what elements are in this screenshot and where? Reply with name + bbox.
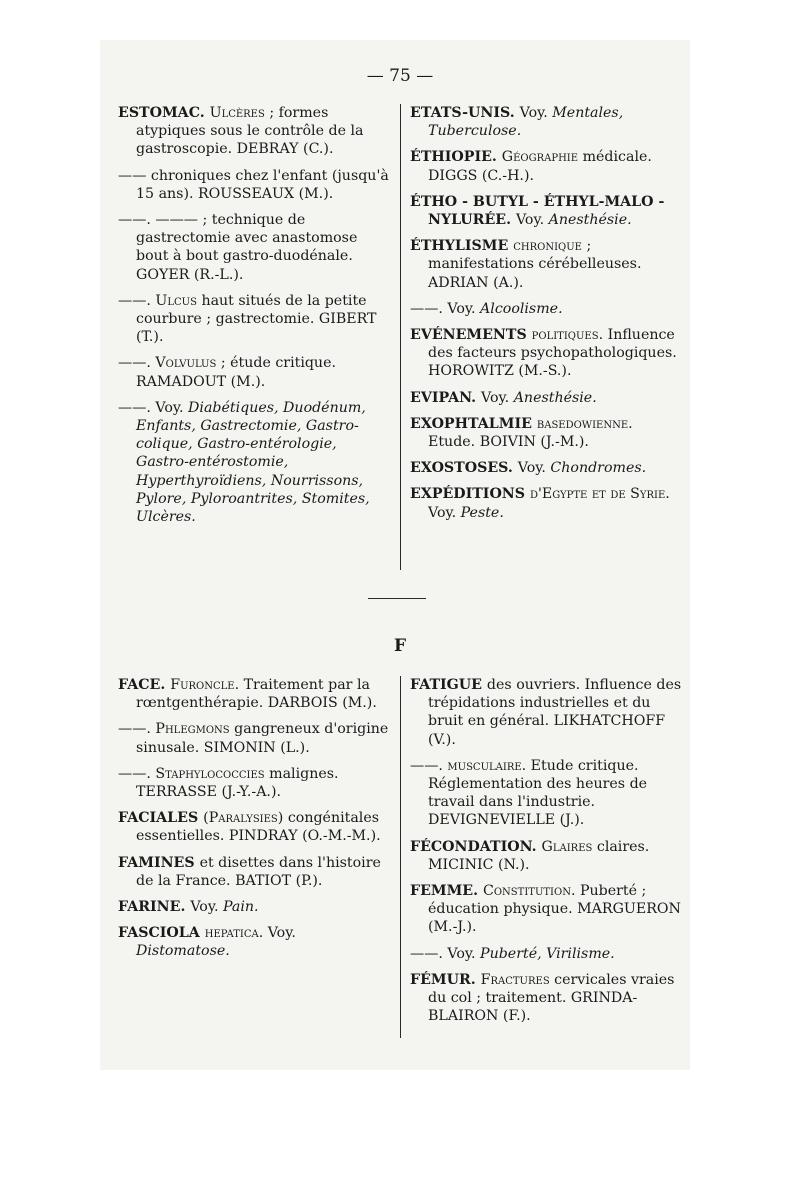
entry-headword: FÉCONDATION. [410, 838, 542, 855]
entry-headword: FACIALES [118, 810, 204, 827]
entry-headword: EVÉNEMENTS [410, 327, 532, 344]
index-entry [410, 838, 682, 874]
index-entry [410, 148, 682, 184]
entry-dash: ——. [410, 945, 448, 962]
index-entry [118, 292, 390, 347]
entry-subheading: Ulcères [209, 105, 265, 121]
entry-subheading: Glaires [541, 838, 593, 855]
entry-subheading: chronique [513, 238, 582, 255]
entry-text: . Voy. [428, 486, 670, 521]
entry-text: médicale. DIGGS (C.-H.). [428, 149, 652, 184]
entry-subheading: Constitution [483, 883, 571, 900]
entry-headword: FASCIOLA [118, 925, 205, 942]
index-entry [410, 389, 682, 407]
entry-dash: ——. [410, 757, 448, 774]
entry-subheading: Phlegmons [155, 721, 230, 738]
index-entry [410, 757, 682, 830]
entry-subheading: Furoncle [170, 677, 235, 693]
index-entry [410, 415, 682, 451]
entry-text: ; formes atypiques sous le contrôle de la gastroscopie. DEBRAY (C.). [136, 105, 364, 158]
entry-subheading: Staphylococcies [155, 765, 265, 782]
page-number: — 75 — [366, 66, 434, 86]
entry-subheading: basedowienne [536, 415, 629, 432]
index-entry [118, 104, 390, 159]
entry-subheading: hepatica [204, 925, 259, 942]
entry-headword: FEMME. [410, 883, 483, 900]
index-entry [410, 945, 682, 963]
index-entry [118, 354, 390, 390]
entry-headword: FACE. [118, 677, 171, 693]
entry-crossref: Anesthésie. [513, 389, 597, 406]
index-entry [118, 399, 390, 526]
entry-subheading: politiques [531, 327, 599, 344]
entry-text: Voy. [517, 460, 551, 477]
index-entry [118, 211, 390, 284]
index-entry [410, 882, 682, 937]
entry-dash: ——. [118, 292, 156, 309]
entry-text: ——— ; technique de gastrectomie avec anastomose bout à bout gastro-duodénale. GOYER (R.-L.). [136, 212, 358, 283]
index-entry [410, 300, 682, 318]
entry-subheading: (Paralysies) [203, 810, 284, 827]
entry-crossref: Anesthésie. [548, 212, 632, 229]
entry-subheading: Volvulus [155, 355, 217, 372]
entry-text: Voy. [481, 389, 514, 406]
entry-headword: FAMINES [118, 854, 200, 871]
entry-subheading: musculaire [447, 757, 522, 774]
index-entry [410, 971, 682, 1026]
entry-text: des ouvriers. Influence des trépidations industrielles et du bruit en général. LIKHATCHOFF (V.). [428, 677, 682, 748]
entry-text: claires. MICINIC (N.). [428, 838, 650, 873]
entry-text: malignes. TERRASSE (J.-Y.-A.). [136, 765, 339, 801]
entry-text: Voy. [447, 300, 481, 317]
entry-headword: FARINE. [118, 899, 191, 916]
entry-text: . Traitement par la rœntgenthérapie. DARBOIS (M.). [136, 677, 377, 712]
entry-text: . Voy. [258, 925, 296, 942]
entry-dash: ——. [118, 212, 156, 229]
entry-subheading: Géographie [501, 149, 579, 166]
section-rule [368, 598, 426, 599]
entry-crossref: Chondromes. [550, 460, 647, 477]
entry-text: . Etude. BOIVIN (J.-M.). [428, 415, 633, 451]
entry-dash: ——. [118, 399, 156, 416]
entry-text: Voy. [155, 399, 189, 416]
index-entry [410, 193, 682, 229]
index-entry [410, 485, 682, 521]
entry-text: chroniques chez l'enfant (jusqu'à 15 ans). ROUSSEAUX (M.). [136, 167, 389, 202]
entry-dash: ——. [118, 355, 156, 372]
entry-crossref: Pain. [222, 899, 259, 916]
entry-headword: FÉMUR. [410, 971, 481, 988]
entry-text: congénitales essentielles. PINDRAY (O.-M.-M.). [136, 810, 381, 845]
entry-crossref: Distomatose. [136, 943, 230, 960]
entry-text: Voy. [515, 212, 549, 229]
column-divider-bottom [400, 676, 401, 1038]
entry-headword: FATIGUE [410, 677, 487, 693]
column-right-top [410, 104, 682, 530]
entry-headword: EVIPAN. [410, 389, 482, 406]
index-entry [118, 720, 390, 756]
entry-headword: EXOSTOSES. [410, 460, 518, 477]
entry-text: haut situés de la petite courbure ; gastrectomie. GIBERT (T.). [136, 292, 377, 346]
entry-headword: ÉTHYLISME [410, 238, 514, 255]
index-entry [118, 854, 390, 890]
index-entry [410, 326, 682, 381]
entry-text: cervicales vraies du col ; traitement. GRINDA-BLAIRON (F.). [428, 971, 675, 1025]
index-entry [410, 237, 682, 292]
entry-headword: ETATS-UNIS. [410, 105, 520, 121]
index-entry [410, 104, 682, 140]
entry-crossref: Puberté, Virilisme. [480, 945, 615, 962]
column-left-bottom [118, 676, 390, 969]
entry-headword: EXOPHTALMIE [410, 415, 537, 432]
entry-dash: ——. [118, 765, 156, 782]
entry-headword: ÉTHIOPIE. [410, 149, 502, 166]
entry-text: ; manifestations cérébelleuses. ADRIAN (A.). [428, 238, 642, 291]
entry-text: Voy. [190, 899, 223, 916]
column-divider-top [400, 104, 401, 570]
entry-text: . Puberté ; éducation physique. MARGUERON (M.-J.). [428, 883, 681, 936]
entry-subheading: Fractures [480, 971, 550, 988]
index-entry [118, 765, 390, 801]
column-left-top [118, 104, 390, 534]
entry-crossref: Diabétiques, Duodénum, Enfants, Gastrectomie, Gastro-colique, Gastro-entérologie, Gastro-entérostomie, Hyperthyroïdiens, Nourrissons, Pylore, Pyloroantrites, Stomites, Ulcères. [136, 399, 370, 526]
entry-crossref: Peste. [460, 504, 504, 521]
entry-crossref: Mentales, Tuberculose. [428, 105, 624, 140]
entry-subheading: d'Egypte et de Syrie [529, 486, 666, 503]
entry-text: ; étude critique. RAMADOUT (M.). [136, 355, 336, 390]
entry-text: Voy. [519, 105, 553, 121]
entry-headword: ÉTHO - BUTYL - ÉTHYL-MALO - NYLURÉE. [410, 193, 665, 229]
index-entry [118, 924, 390, 960]
entry-dash: ——. [118, 721, 156, 738]
entry-subheading: Ulcus [155, 292, 197, 309]
index-entry [410, 676, 682, 749]
entry-text: . Influence des facteurs psychopathologiques. HOROWITZ (M.-S.). [428, 327, 677, 380]
entry-headword: EXPÉDITIONS [410, 486, 530, 503]
entry-text: et disettes dans l'histoire de la France. BATIOT (P.). [136, 854, 381, 889]
section-letter: F [393, 636, 407, 656]
entry-dash: —— [118, 167, 151, 184]
column-right-bottom [410, 676, 682, 1033]
index-entry [118, 676, 390, 712]
index-entry [118, 898, 390, 916]
entry-crossref: Alcoolisme. [480, 300, 563, 317]
index-entry [118, 809, 390, 845]
entry-headword: ESTOMAC. [118, 105, 210, 121]
entry-text: gangreneux d'origine sinusale. SIMONIN (L.). [136, 721, 389, 756]
index-entry [410, 459, 682, 477]
entry-dash: ——. [410, 300, 448, 317]
index-entry [118, 167, 390, 203]
entry-text: Voy. [447, 945, 481, 962]
entry-text: . Etude critique. Réglementation des heures de travail dans l'industrie. DEVIGNEVIELLE (J.). [428, 757, 648, 829]
